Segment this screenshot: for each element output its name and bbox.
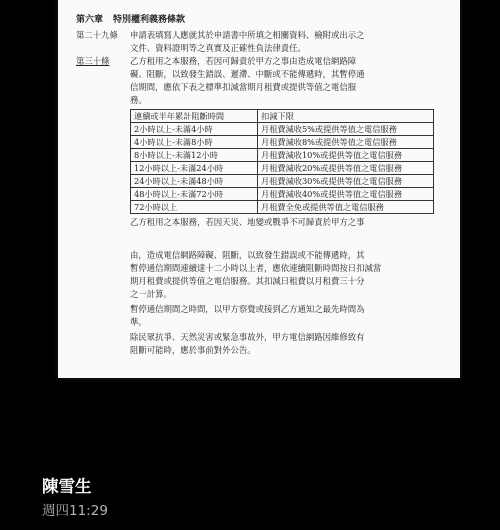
table-cell: 月租費減收5%或提供等值之電信服務	[258, 123, 434, 136]
article-30-line: 信期間，應依下表之標準扣減當期月租費或提供等值之電信服	[130, 82, 357, 92]
paragraph-line: 除民眾抗爭、天然災害或緊急事故外，甲方電信網路因維修致有	[130, 332, 365, 342]
article-29-line: 申請表填寫人應就其於申請書中所填之相關資料、檢附或出示之	[130, 30, 365, 40]
table-row	[131, 201, 434, 214]
table-header-cell: 連續或半年累計阻斷時間	[131, 110, 258, 123]
table-cell: 4小時以上-未滿8小時	[131, 136, 258, 149]
paragraph-line: 暫停通信期間之時間，以甲方察覺或接到乙方通知之最先時間為	[130, 304, 365, 314]
table-row	[131, 188, 434, 201]
table-row	[131, 136, 434, 149]
table-cell: 月租費全免或提供等值之電信服務	[258, 201, 434, 214]
table-cell: 月租費減收10%或提供等值之電信服務	[258, 149, 434, 162]
article-29-number: 第二十九條	[76, 30, 118, 40]
article-29	[76, 29, 448, 55]
article-30-number: 第三十條	[76, 56, 110, 66]
table-cell: 2小時以上-未滿4小時	[131, 123, 258, 136]
deduction-table	[130, 109, 434, 214]
table-cell: 月租費減收40%或提供等值之電信服務	[258, 188, 434, 201]
page-gap	[76, 229, 448, 249]
message-timestamp: 週四11:29	[42, 503, 108, 519]
table-cell: 月租費減收30%或提供等值之電信服務	[258, 175, 434, 188]
paragraph-maintenance-notice	[76, 331, 448, 357]
table-cell: 8小時以上-未滿12小時	[131, 149, 258, 162]
table-row	[131, 123, 434, 136]
table-row	[131, 149, 434, 162]
paragraph-line: 準。	[130, 317, 147, 327]
sender-name[interactable]: 陳雪生	[42, 477, 92, 496]
table-cell: 24小時以上-未滿48小時	[131, 175, 258, 188]
table-row	[131, 162, 434, 175]
table-cell: 月租費減收20%或提供等值之電信服務	[258, 162, 434, 175]
article-30	[76, 55, 448, 107]
paragraph-suspension-time	[76, 303, 448, 329]
contract-document	[76, 14, 448, 357]
article-30-line: 礙、阻斷，以致發生錯誤、遲滯、中斷或不能傳遞時，其暫停通	[130, 69, 365, 79]
article-29-body	[130, 29, 448, 55]
message-photo[interactable]	[58, 0, 460, 378]
paragraph-line: 暫停通信期間連續達十二小時以上者，應依連續阻斷時間按日扣減當	[130, 263, 382, 273]
chapter-number: 第六章	[76, 15, 104, 25]
paragraph-line: 由，造成電信網路障礙、阻斷，以致發生錯誤或不能傳遞時，其	[130, 250, 365, 260]
paragraph-line: 之一計算。	[130, 289, 172, 299]
table-header-cell: 扣減下限	[258, 110, 434, 123]
paragraph-line: 阻斷可能時，應於事前對外公告。	[130, 345, 256, 355]
table-cell: 48小時以上-未滿72小時	[131, 188, 258, 201]
table-cell: 月租費減收8%或提供等值之電信服務	[258, 136, 434, 149]
article-30-body	[130, 55, 448, 107]
article-30-line: 務。	[130, 95, 147, 105]
paragraph-line: 期月租費或提供等值之電信服務。其扣減日租費以月租費三十分	[130, 276, 365, 286]
chapter-title: 特別權利義務條款	[113, 15, 186, 25]
article-29-line: 文件、資料證明等之真實及正確性負法律責任。	[130, 43, 306, 53]
table-row	[131, 175, 434, 188]
after-table-line: 乙方租用之本服務，若因天災、地變或戰爭不可歸責於甲方之事	[130, 217, 365, 227]
table-cell: 12小時以上-未滿24小時	[131, 162, 258, 175]
article-30-line: 乙方租用之本服務，若因可歸責於甲方之事由造成電信網路障	[130, 56, 357, 66]
table-cell: 72小時以上	[131, 201, 258, 214]
paragraph-force-majeure	[76, 249, 448, 301]
chapter-heading	[76, 14, 448, 27]
table-header-row	[131, 110, 434, 123]
